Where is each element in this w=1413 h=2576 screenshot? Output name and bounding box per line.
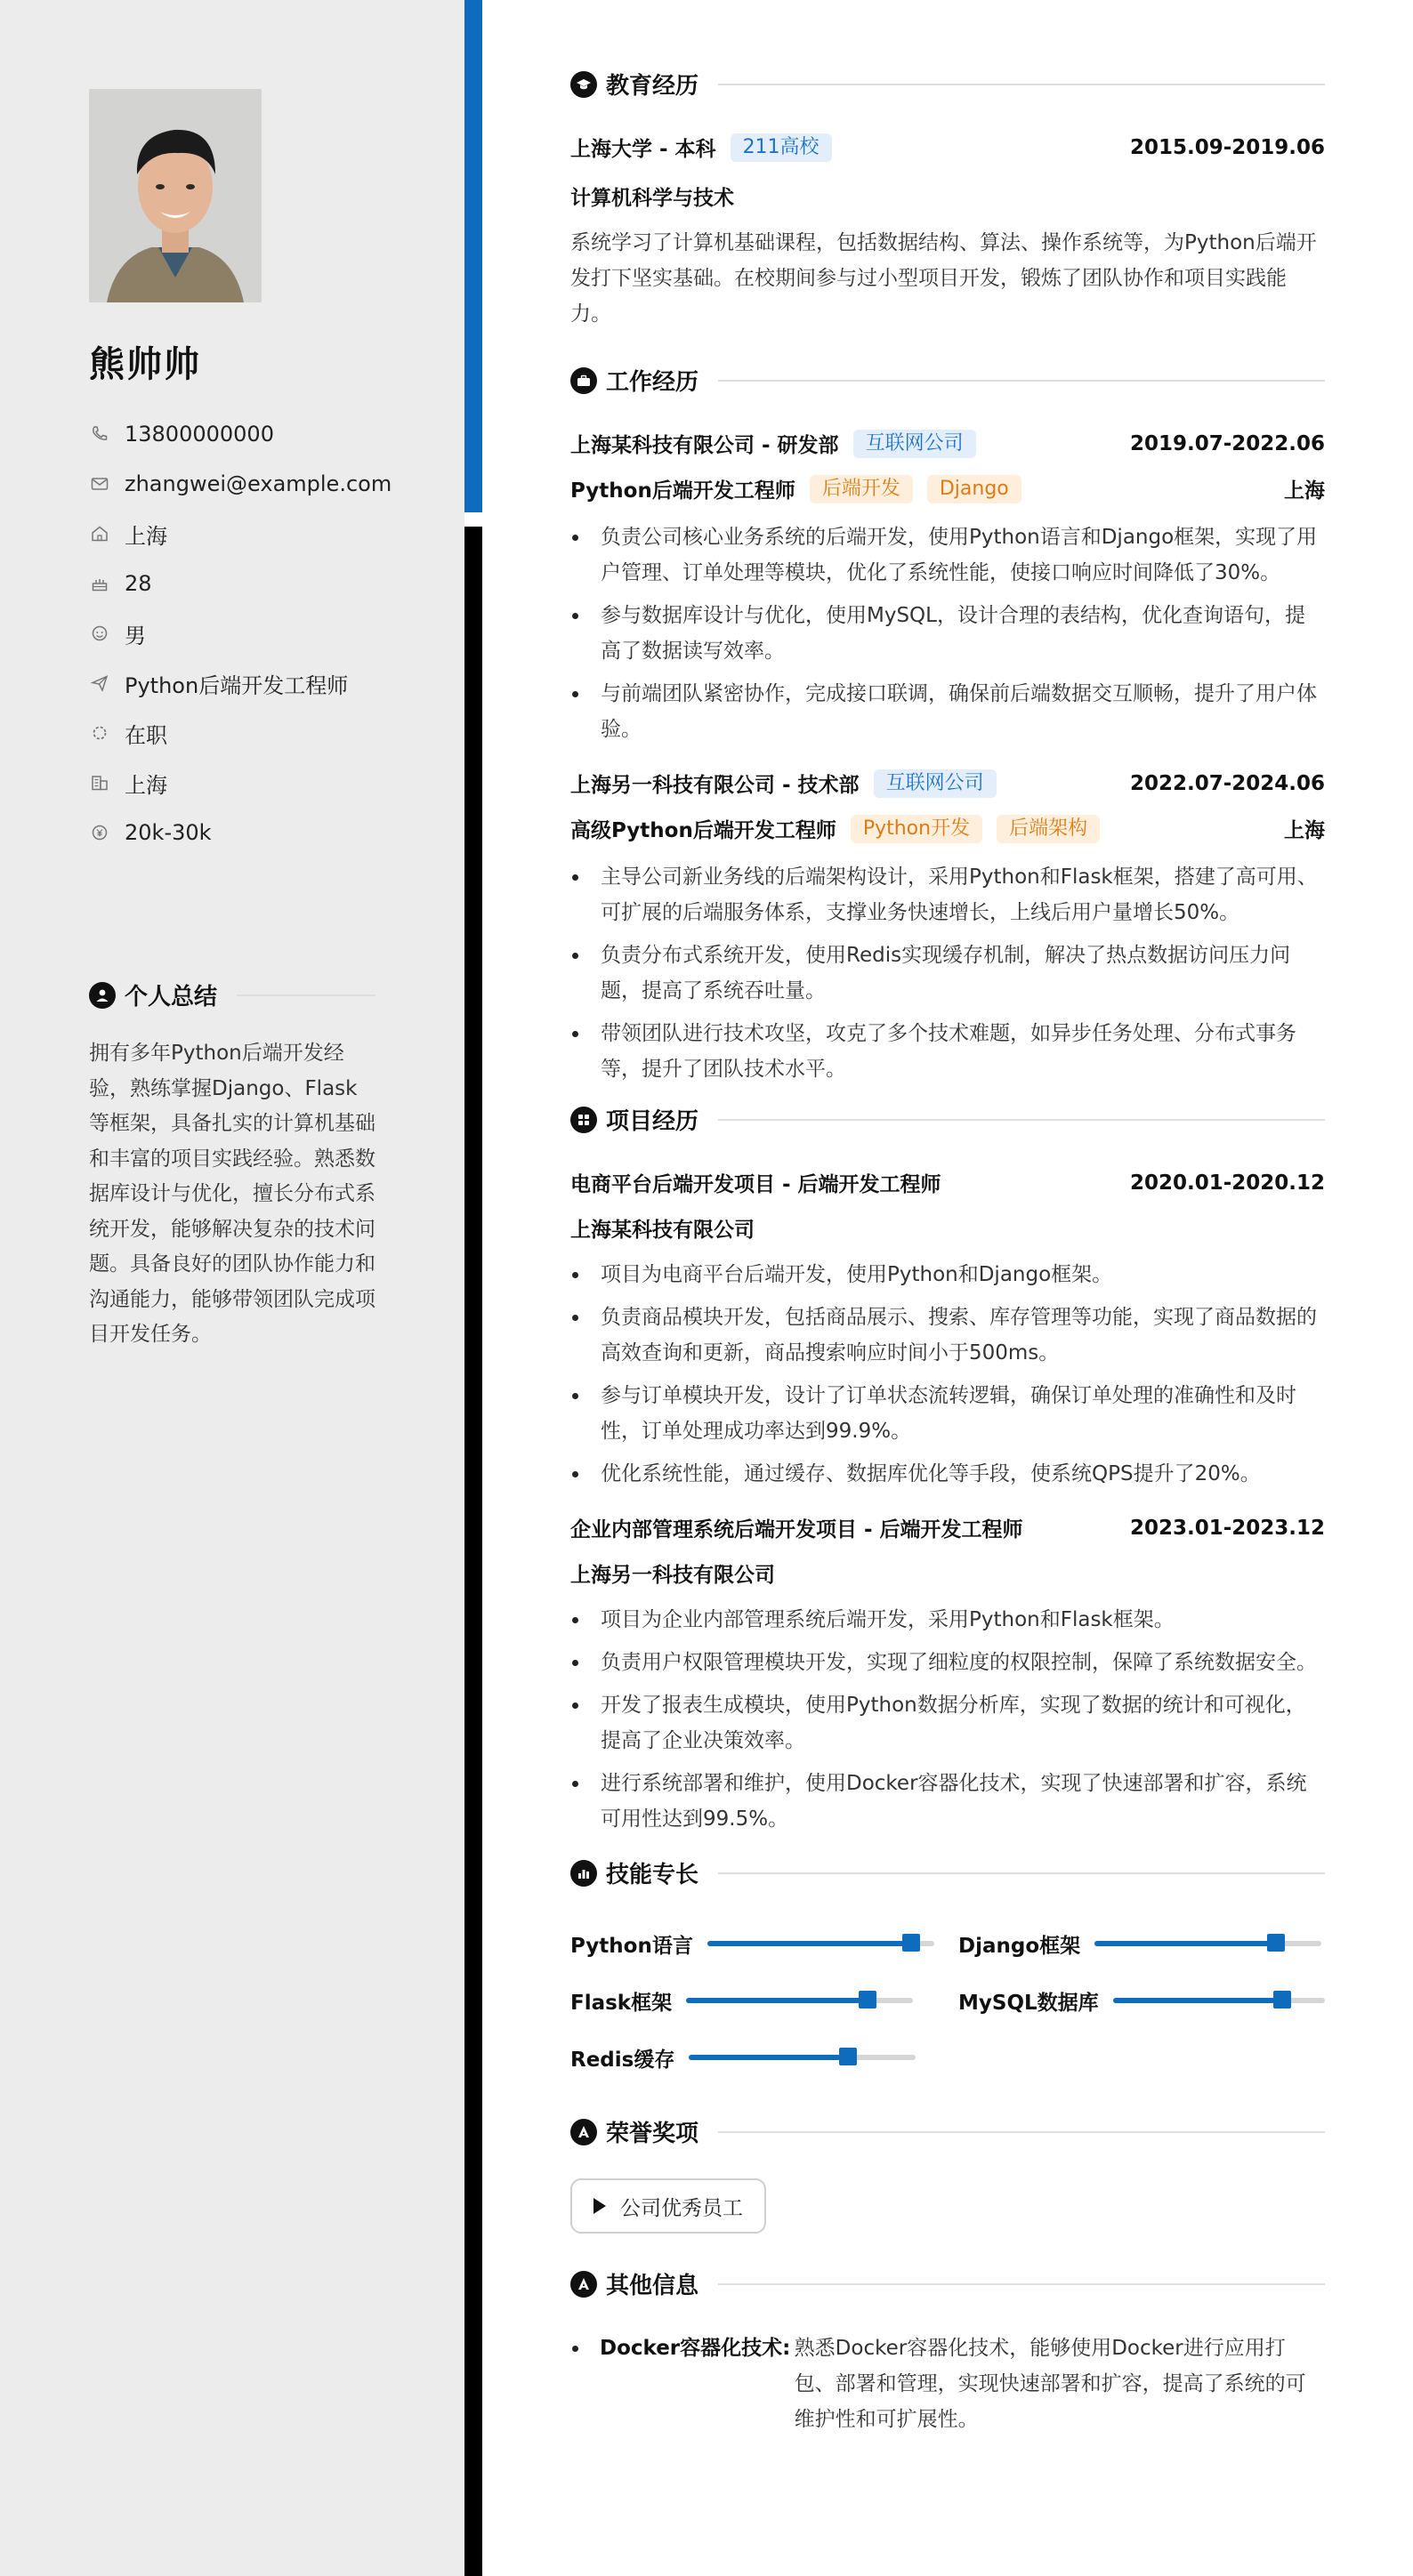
honors-header [570,2115,1325,2148]
contact-item [89,409,445,459]
job-city: 上海 [1284,479,1325,503]
skills-section [570,1856,1325,2078]
skill-name: Flask框架 [570,1991,673,2015]
list-item: 负责用户权限管理模块开发，实现了细粒度的权限控制，保障了系统数据安全。 [570,1645,1325,1680]
portrait-image [89,89,262,302]
summary-header [89,978,375,1011]
skill-level-handle [839,2048,857,2065]
contact-text: Python后端开发工程师 [125,672,349,698]
sidebar [0,0,464,2576]
job-position-row [570,474,1325,503]
education-desc: 系统学习了计算机基础课程，包括数据结构、算法、操作系统等，为Python后端开发打下坚实基础。在校期间参与过小型项目开发，锻炼了团队协作和项目实践能力。 [570,231,1317,326]
projects-header [570,1103,1325,1136]
skill-level-bar [686,1998,913,2003]
other-value: 熟悉Docker容器化技术，能够使用Docker进行应用打包、部署和管理，实现快速部署和扩容，提高了系统的可维护性和可扩展性。 [794,2337,1306,2431]
cake-icon [89,573,110,594]
work-title: 工作经历 [606,369,699,396]
contact-item [89,559,445,608]
avatar [89,89,262,302]
skill-level-fill [689,2055,848,2060]
list-item: 参与数据库设计与优化，使用MySQL，设计合理的表结构，优化查询语句，提高了数据读写效率。 [570,598,1325,669]
project-company: 上海另一科技有限公司 [570,1564,775,1587]
skill-name: Python语言 [570,1934,693,1958]
education-title: 教育经历 [606,73,699,100]
skill-name: MySQL数据库 [958,1991,1099,2015]
building-icon [89,772,110,793]
job-header-row [570,769,1325,798]
work-header [570,364,1325,397]
job-list [570,429,1325,1087]
contact-text: 13800000000 [125,422,274,447]
mail-icon [89,473,110,495]
list-item: 进行系统部署和维护，使用Docker容器化技术，实现了快速部署和扩容，系统可用性达到99.5%。 [570,1766,1325,1837]
job-position-group [570,814,1100,843]
skill-level-fill [1113,1998,1283,2003]
project-name: 企业内部管理系统后端开发项目 - 后端开发工程师 [570,1518,1023,1542]
skill-level-bar [689,2055,916,2060]
other-title: 其他信息 [606,2273,699,2299]
candidate-name: 熊帅帅 [89,344,201,385]
contact-item [89,708,445,758]
other-header [570,2267,1325,2300]
chart-icon [570,1860,597,1887]
info-icon [570,2271,597,2298]
list-item: 参与订单模块开发，设计了订单状态流转逻辑，确保订单处理的准确性和及时性，订单处理成功率达到99.9%。 [570,1378,1325,1449]
projects-title: 项目经历 [606,1108,699,1135]
list-item: 项目为企业内部管理系统后端开发，采用Python和Flask框架。 [570,1602,1325,1638]
job-position: 高级Python后端开发工程师 [570,819,836,842]
company-name: 上海另一科技有限公司 - 技术部 [570,774,860,797]
project-header-row [570,1168,1325,1197]
honors-section [570,2115,1325,2234]
user-icon [89,982,116,1009]
status-icon [89,722,110,744]
project-list [570,1168,1325,1837]
skill-item [570,1980,958,2021]
summary-text: 拥有多年Python后端开发经验，熟练掌握Django、Flask等框架，具备扎实的计算机基础和丰富的项目实践经验。熟悉数据库设计与优化，擅长分布式系统开发，能够解决复杂的技术问题。具备良好的团队协作能力和沟通能力，能够带领团队完成项目开发任务。 [89,1042,375,1346]
skill-level-fill [1094,1941,1276,1946]
other-section [570,2267,1325,2437]
other-item [570,2330,1325,2437]
job-entry [570,429,1325,747]
contact-text: 20k-30k [125,820,212,845]
skill-level-bar [1113,1998,1325,2003]
education-date: 2015.09-2019.06 [1129,135,1325,159]
project-entry [570,1168,1325,1492]
education-section [570,68,1325,332]
project-duties [570,1602,1325,1837]
send-icon [89,672,110,694]
skill-level-bar [707,1941,934,1946]
home-icon [89,523,110,544]
job-duties [570,519,1325,747]
honors-title: 荣誉奖项 [606,2121,699,2147]
skill-item [958,1980,1325,2021]
job-position-group [570,474,1021,503]
skill-tag: 后端开发 [810,475,913,503]
skill-level-handle [859,1991,876,2008]
project-entry [570,1513,1325,1837]
contact-item [89,509,445,559]
list-item: 优化系统性能，通过缓存、数据库优化等手段，使系统QPS提升了20%。 [570,1456,1325,1492]
gender-icon [89,623,110,644]
industry-tag: 互联网公司 [874,769,997,798]
contact-text: 上海 [125,523,167,549]
industry-tag: 互联网公司 [853,430,976,458]
honor-list [570,2148,1325,2234]
job-city: 上海 [1284,819,1325,842]
phone-icon [89,423,110,445]
contact-item [89,808,445,857]
main-column [570,68,1325,2437]
skill-item [570,2037,958,2078]
skill-level-fill [686,1998,868,2003]
company-name: 上海某科技有限公司 - 研发部 [570,434,839,457]
project-company: 上海某科技有限公司 [570,1219,755,1242]
honor-badge [570,2178,766,2234]
graduation-cap-icon [570,71,597,98]
skill-name: Django框架 [958,1934,1081,1958]
major: 计算机科学与技术 [570,187,734,210]
job-company-group [570,429,976,458]
projects-section [570,1103,1325,1837]
contact-info-list [89,409,445,857]
section-divider [718,2131,1325,2133]
honor-text: 公司优秀员工 [620,2196,743,2220]
list-item: 负责公司核心业务系统的后端开发，使用Python语言和Django框架，实现了用户管理、订单处理等模块，优化了系统性能，使接口响应时间降低了30%。 [570,519,1325,591]
school-tag: 211高校 [731,133,832,162]
project-date: 2020.01-2020.12 [1129,1171,1325,1195]
contact-text: 男 [125,623,146,648]
job-date: 2019.07-2022.06 [1129,431,1325,455]
skill-list [570,1923,1325,2078]
section-divider [718,380,1325,382]
skill-tag: 后端架构 [997,815,1100,843]
play-icon [593,2198,606,2214]
other-key: Docker容器化技术: [600,2337,791,2360]
briefcase-icon [570,367,597,394]
job-date: 2022.07-2024.06 [1129,771,1325,795]
list-item: 负责商品模块开发，包括商品展示、搜索、库存管理等功能，实现了商品数据的高效查询和更新，商品搜索响应时间小于500ms。 [570,1300,1325,1371]
job-company-group [570,769,997,798]
grid-icon [570,1107,597,1133]
section-divider [718,84,1325,85]
salary-icon [89,822,110,843]
section-divider [718,1872,1325,1874]
project-name: 电商平台后端开发项目 - 后端开发工程师 [570,1173,941,1196]
contact-item [89,758,445,808]
skill-level-handle [902,1934,920,1952]
list-item: 带领团队进行技术攻坚，攻克了多个技术难题，如异步任务处理、分布式事务等，提升了团队技术水平。 [570,1016,1325,1087]
list-item: 开发了报表生成模块，使用Python数据分析库，实现了数据的统计和可视化，提高了企业决策效率。 [570,1687,1325,1759]
contact-item [89,658,445,708]
section-divider [237,994,375,996]
contact-text: 上海 [125,772,167,798]
skill-item [958,1923,1325,1964]
contact-item [89,459,445,509]
contact-text: zhangwei@example.com [125,471,392,496]
job-entry [570,769,1325,1087]
job-position: Python后端开发工程师 [570,479,795,503]
list-item: 项目为电商平台后端开发，使用Python和Django框架。 [570,1257,1325,1292]
job-duties [570,859,1325,1087]
education-row [570,133,1325,162]
skills-header [570,1856,1325,1889]
summary-title: 个人总结 [125,984,218,1010]
skill-tag: Python开发 [851,815,982,843]
award-icon [570,2119,597,2145]
skill-level-handle [1267,1934,1285,1952]
contact-text: 在职 [125,722,167,748]
skills-title: 技能专长 [606,1862,699,1888]
section-divider [718,1119,1325,1121]
bullet [572,2346,578,2352]
accent-bar-blue [464,0,482,512]
work-section [570,364,1325,1087]
project-duties [570,1257,1325,1492]
job-position-row [570,814,1325,843]
skill-level-bar [1094,1941,1321,1946]
job-header-row [570,429,1325,458]
skill-level-fill [707,1941,912,1946]
list-item: 与前端团队紧密协作，完成接口联调，确保前后端数据交互顺畅，提升了用户体验。 [570,676,1325,747]
other-list [570,2330,1325,2437]
list-item: 主导公司新业务线的后端架构设计，采用Python和Flask框架，搭建了高可用、可扩展的后端服务体系，支撑业务快速增长，上线后用户量增长50%。 [570,859,1325,930]
list-item: 负责分布式系统开发，使用Redis实现缓存机制，解决了热点数据访问压力问题，提高了系统吞吐量。 [570,938,1325,1009]
summary-section [89,978,375,1353]
contact-text: 28 [125,571,152,596]
school-name: 上海大学 - 本科 [570,138,716,161]
skill-item [570,1923,958,1964]
section-divider [718,2283,1325,2285]
education-header [570,68,1325,101]
skill-name: Redis缓存 [570,2048,675,2072]
skill-level-handle [1273,1991,1291,2008]
project-date: 2023.01-2023.12 [1129,1516,1325,1540]
contact-item [89,608,445,658]
accent-bar-black [464,527,482,2576]
project-header-row [570,1513,1325,1542]
skill-tag: Django [927,475,1021,503]
